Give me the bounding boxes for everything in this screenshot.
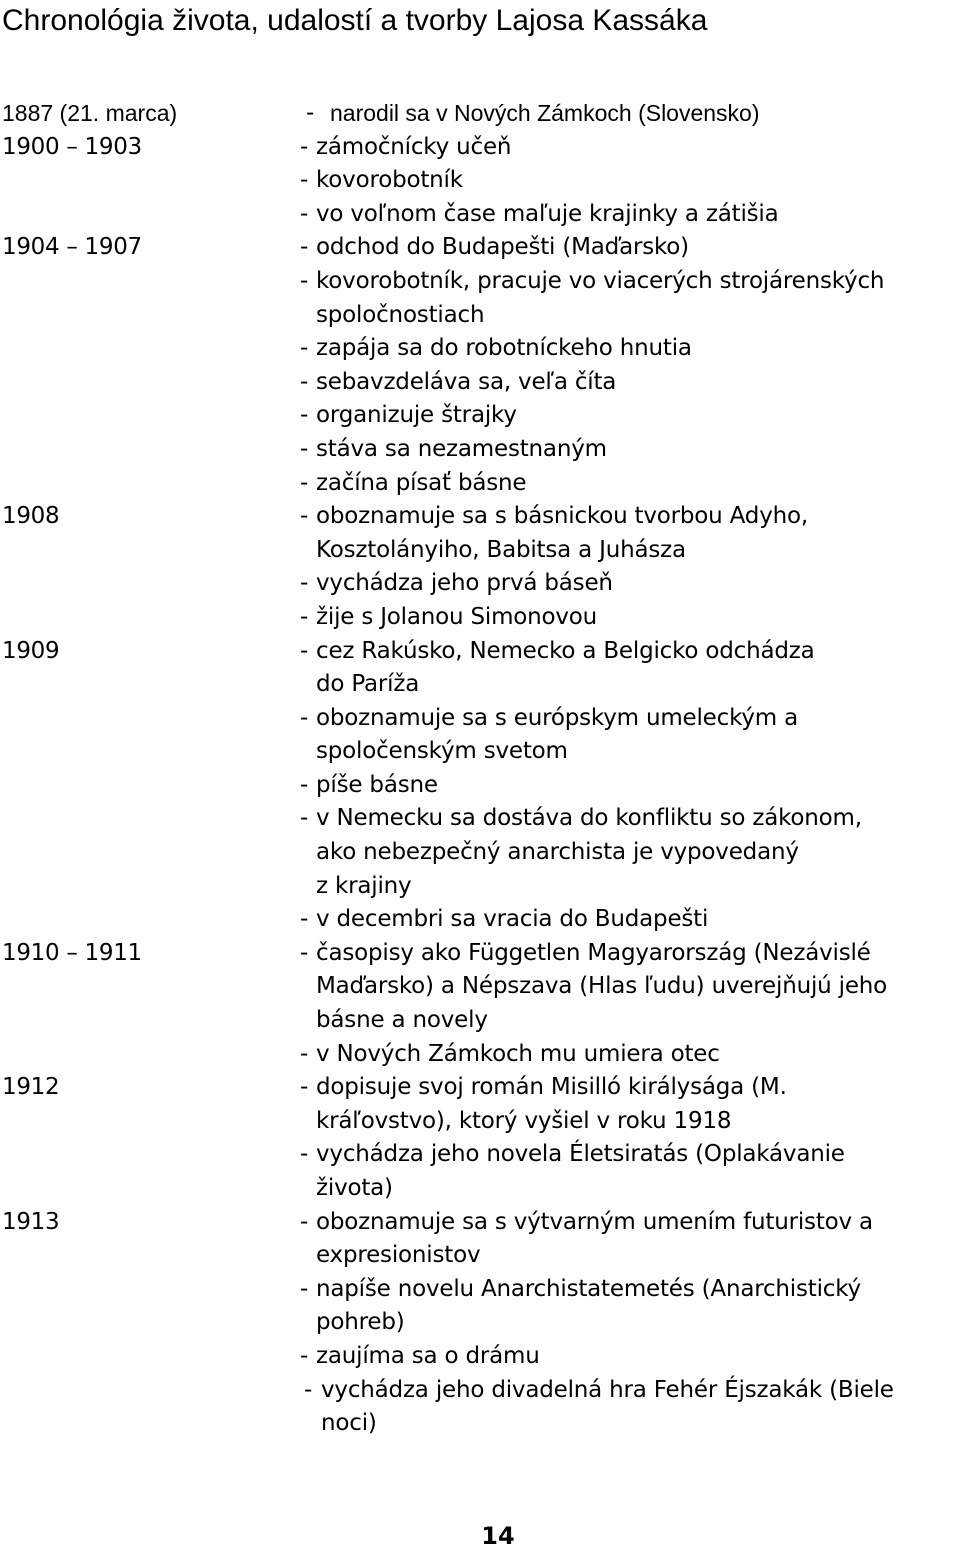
timeline-line xyxy=(0,937,960,971)
timeline-line xyxy=(0,1407,960,1441)
bullet-dash: - xyxy=(300,1275,309,1302)
timeline-line xyxy=(0,131,960,165)
bullet-dash: - xyxy=(300,1208,309,1235)
bullet-dash: - xyxy=(304,1376,313,1403)
timeline-entry-text: stáva sa nezamestnaným xyxy=(316,435,607,462)
bullet-dash: - xyxy=(300,402,309,429)
bullet-dash: - xyxy=(300,906,309,933)
timeline-entry-text: kráľovstvo), ktorý vyšiel v roku 1918 xyxy=(316,1107,732,1134)
timeline-entry-text: noci) xyxy=(321,1410,377,1437)
bullet-dash: - xyxy=(300,267,309,294)
timeline-line xyxy=(0,467,960,501)
timeline-entry-text: zámočnícky učeň xyxy=(316,133,512,160)
timeline-line xyxy=(0,635,960,669)
timeline-line xyxy=(0,970,960,1004)
timeline-entry-text: cez Rakúsko, Nemecko a Belgicko odchádza xyxy=(316,637,815,664)
timeline-entry-text: dopisuje svoj román Misilló királysága (M. xyxy=(316,1074,787,1101)
timeline-entry-text: života) xyxy=(316,1175,393,1201)
timeline-line xyxy=(0,1138,960,1172)
bullet-dash: - xyxy=(300,637,309,664)
timeline-date: 1887 (21. marca) xyxy=(2,100,178,126)
timeline-line xyxy=(0,332,960,366)
bullet-dash: - xyxy=(300,503,309,530)
timeline-line xyxy=(0,198,960,232)
timeline-line xyxy=(0,97,960,131)
timeline-date: 1908 xyxy=(2,503,60,530)
timeline-entry-text: organizuje štrajky xyxy=(316,402,517,429)
timeline-entry-text: spoločnostiach xyxy=(316,301,485,328)
timeline-entry-text: sebavzdeláva sa, veľa číta xyxy=(316,368,617,395)
timeline-entry-text: oboznamuje sa s európskym umeleckým a xyxy=(316,704,799,731)
timeline-date: 1904 – 1907 xyxy=(2,234,142,261)
timeline-date: 1913 xyxy=(2,1208,60,1235)
timeline-line xyxy=(0,1206,960,1240)
bullet-dash: - xyxy=(300,771,309,798)
timeline-entry-text: Maďarsko) a Népszava (Hlas ľudu) uverejňujú jeho xyxy=(316,973,888,1000)
timeline-line xyxy=(0,1105,960,1139)
bullet-dash: - xyxy=(300,469,309,496)
timeline-entry-text: pohreb) xyxy=(316,1309,405,1336)
timeline-entry-text: ako nebezpečný anarchista je vypovedaný xyxy=(316,839,799,866)
timeline-entry-text: kovorobotník, pracuje vo viacerých strojárenských xyxy=(316,267,885,294)
timeline-entry-text: odchod do Budapešti (Maďarsko) xyxy=(316,234,689,261)
bullet-dash: - xyxy=(300,368,309,395)
timeline-entry-text: píše básne xyxy=(316,771,438,798)
timeline-entry-text: kovorobotník xyxy=(316,167,463,194)
timeline-line xyxy=(0,1172,960,1206)
timeline-line xyxy=(0,567,960,601)
timeline-line xyxy=(0,1071,960,1105)
timeline-entry-text: v Nemecku sa dostáva do konfliktu so zákonom, xyxy=(316,805,862,832)
timeline-line xyxy=(0,1004,960,1038)
bullet-dash: - xyxy=(300,1074,309,1101)
timeline-line xyxy=(0,1273,960,1307)
timeline-line xyxy=(0,399,960,433)
bullet-dash: - xyxy=(300,133,309,160)
timeline-entry-text: časopisy ako Független Magyarország (Nezávislé xyxy=(316,939,871,966)
timeline-entry-text: z krajiny xyxy=(316,872,412,899)
bullet-dash: - xyxy=(300,1141,309,1168)
bullet-dash: - xyxy=(300,234,309,261)
timeline-line xyxy=(0,164,960,198)
timeline-line xyxy=(0,903,960,937)
timeline-line xyxy=(0,500,960,534)
timeline-entry-text: zapája sa do robotníckeho hnutia xyxy=(316,335,692,362)
timeline-entry-text: do Paríža xyxy=(316,671,420,698)
timeline-date: 1909 xyxy=(2,637,60,664)
timeline-date: 1912 xyxy=(2,1074,60,1101)
bullet-dash: - xyxy=(300,570,309,597)
timeline-entry-text: narodil sa v Nových Zámkoch (Slovensko) xyxy=(330,100,760,126)
timeline-line xyxy=(0,1306,960,1340)
timeline-date: 1900 – 1903 xyxy=(2,133,142,160)
timeline-entry-text: oboznamuje sa s výtvarným umením futuristov a xyxy=(316,1208,873,1235)
bullet-dash: - xyxy=(300,1342,309,1369)
timeline-entry-text: vo voľnom čase maľuje krajinky a zátišia xyxy=(316,200,779,227)
timeline-line xyxy=(0,836,960,870)
timeline-line xyxy=(0,769,960,803)
timeline-entry-text: spoločenským svetom xyxy=(316,738,568,765)
timeline-entry-text: v Nových Zámkoch mu umiera otec xyxy=(316,1040,720,1067)
timeline-entry-text: vychádza jeho novela Életsiratás (Oplakávanie xyxy=(316,1141,845,1168)
timeline-line xyxy=(0,601,960,635)
timeline-line xyxy=(0,802,960,836)
bullet-dash: - xyxy=(300,939,309,966)
timeline-entry-text: vychádza jeho divadelná hra Fehér Éjszakák (Biele xyxy=(321,1376,894,1403)
timeline-entry-text: Kosztolányiho, Babitsa a Juhásza xyxy=(316,536,686,563)
timeline-line xyxy=(0,1038,960,1072)
timeline-entry-text: napíše novelu Anarchistatemetés (Anarchistický xyxy=(316,1275,861,1302)
bullet-dash: - xyxy=(300,1040,309,1067)
page-title: Chronológia života, udalostí a tvorby Lajosa Kassáka xyxy=(2,4,708,37)
timeline-entry-text: vychádza jeho prvá báseň xyxy=(316,570,613,597)
timeline-entry-text: začína písať básne xyxy=(316,469,527,496)
timeline-entry-text: v decembri sa vracia do Budapešti xyxy=(316,906,709,933)
timeline-line xyxy=(0,231,960,265)
timeline-entry-text: zaujíma sa o drámu xyxy=(316,1342,540,1369)
timeline-line xyxy=(0,433,960,467)
timeline-line xyxy=(0,870,960,904)
bullet-dash: - xyxy=(300,435,309,462)
bullet-dash: - xyxy=(300,167,309,194)
bullet-dash: - xyxy=(300,805,309,832)
timeline-line xyxy=(0,668,960,702)
timeline-line xyxy=(0,1340,960,1374)
timeline-entry-text: oboznamuje sa s básnickou tvorbou Adyho, xyxy=(316,503,808,530)
timeline-line xyxy=(0,1374,960,1408)
bullet-dash: - xyxy=(300,200,309,227)
timeline-line xyxy=(0,366,960,400)
bullet-dash: - xyxy=(300,704,309,731)
timeline-line xyxy=(0,265,960,299)
bullet-dash: - xyxy=(300,603,309,630)
timeline-line xyxy=(0,735,960,769)
timeline-line xyxy=(0,1239,960,1273)
timeline-line xyxy=(0,534,960,568)
timeline-entry-text: expresionistov xyxy=(316,1242,481,1269)
timeline-line xyxy=(0,702,960,736)
timeline-line xyxy=(0,299,960,333)
timeline-entry-text: žije s Jolanou Simonovou xyxy=(316,603,598,630)
bullet-dash: - xyxy=(306,100,315,126)
chronology-timeline xyxy=(0,97,960,1441)
bullet-dash: - xyxy=(300,335,309,362)
timeline-date: 1910 – 1911 xyxy=(2,939,142,966)
page-number: 14 xyxy=(481,1522,515,1550)
timeline-entry-text: básne a novely xyxy=(316,1007,488,1034)
